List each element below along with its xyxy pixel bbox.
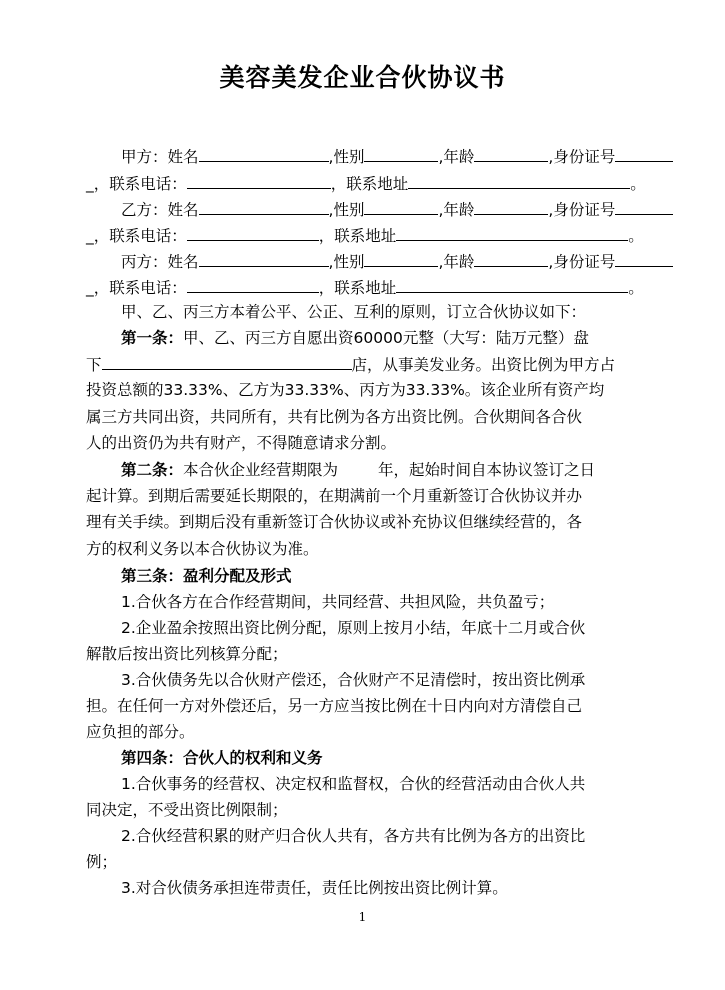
article-3-item-1: 1.合伙各方在合作经营期间，共同经营、共担风险，共负盈亏；	[121, 593, 555, 611]
article-4-item-1-line-1: 1.合伙事务的经营权、决定权和监督权，合伙的经营活动由合伙人共	[121, 775, 586, 793]
page-number: 1	[358, 910, 367, 924]
article-4-heading: 第四条：合伙人的权利和义务	[121, 749, 323, 767]
party-a-line-2: _，联系电话： ，联系地址 。	[86, 171, 695, 196]
party-a-gender-blank	[364, 144, 438, 162]
article-1-line-5: 人的出资仍为共有财产，不得随意请求分割。	[86, 434, 397, 452]
article-4-item-2-line-2: 例；	[86, 853, 118, 871]
article-1-line-4: 属三方共同出资，共同所有，共有比例为各方出资比例。合伙期间各合伙	[86, 408, 583, 426]
party-a-address-blank	[408, 171, 630, 189]
article-3-item-3-line-3: 应负担的部分。	[86, 723, 195, 741]
party-b-id-blank	[615, 197, 673, 215]
party-c-phone-blank	[187, 275, 319, 293]
party-b-address-blank	[396, 223, 628, 241]
article-2-line-2: 起计算。到期后需要延长期限的，在期满前一个月重新签订合伙协议并办	[86, 487, 583, 505]
party-b-gender-blank	[364, 197, 438, 215]
article-3-item-2-line-2: 解散后按出资比列核算分配；	[86, 645, 288, 663]
party-c-address-blank	[396, 275, 628, 293]
party-a-name-blank	[199, 144, 329, 162]
party-c-gender-blank	[364, 249, 438, 267]
party-a-line-1: 甲方：姓名 ,性别 ,年龄 ,身份证号	[121, 144, 695, 169]
party-b-name-blank	[199, 197, 329, 215]
intro-paragraph: 甲、乙、丙三方本着公平、公正、互利的原则，订立合伙协议如下：	[121, 303, 587, 321]
article-1-line-3: 投资总额的33.33%、乙方为33.33%、丙方为33.33%。该企业所有资产均	[86, 381, 605, 399]
article-2-line-3: 理有关手续。到期后没有重新签订合伙协议或补充协议但继续经营的，各	[86, 513, 583, 531]
article-4-item-2-line-1: 2.合伙经营积累的财产归合伙人共有，各方共有比例为各方的出资比	[121, 827, 586, 845]
party-c-age-blank	[474, 249, 548, 267]
article-1-heading: 第一条：	[121, 329, 184, 347]
party-b-phone-blank	[187, 223, 319, 241]
party-b-age-blank	[474, 197, 548, 215]
document-title: 美容美发企业合伙协议书	[219, 63, 506, 92]
article-3-item-3-line-1: 3.合伙债务先以合伙财产偿还，合伙财产不足清偿时，按出资比例承	[121, 671, 586, 689]
article-1-line-1: 第一条：甲、乙、丙三方自愿出资60000元整（大写：陆万元整）盘	[121, 329, 589, 347]
article-3-heading: 第三条：盈利分配及形式	[121, 567, 292, 585]
party-a-id-blank	[615, 144, 673, 162]
party-a-phone-blank	[187, 171, 331, 189]
store-name-blank	[102, 352, 352, 370]
party-b-line-1: 乙方：姓名 ,性别 ,年龄 ,身份证号	[121, 197, 695, 222]
party-c-line-1: 丙方：姓名 ,性别 ,年龄 ,身份证号	[121, 249, 695, 274]
party-a-age-blank	[474, 144, 548, 162]
party-c-name-blank	[199, 249, 329, 267]
article-4-item-1-line-2: 同决定，不受出资比例限制；	[86, 801, 288, 819]
article-1-line-2: 下 店，从事美发业务。出资比例为甲方占	[86, 352, 695, 377]
party-c-id-blank	[615, 249, 673, 267]
article-3-item-3-line-2: 担。在任何一方对外偿还后，另一方应当按比例在十日内向对方清偿自己	[86, 697, 583, 715]
article-2-line-1: 第二条：本合伙企业经营期限为 年，起始时间自本协议签订之日	[121, 461, 596, 479]
party-b-line-2: _，联系电话： ，联系地址 。	[86, 223, 695, 248]
article-2-heading: 第二条：	[121, 461, 184, 479]
party-c-line-2: _，联系电话： ，联系地址 。	[86, 275, 695, 300]
article-3-item-2-line-1: 2.企业盈余按照出资比例分配，原则上按月小结，年底十二月或合伙	[121, 619, 586, 637]
article-2-line-4: 方的权利义务以本合伙协议为准。	[86, 540, 319, 558]
article-4-item-3: 3.对合伙债务承担连带责任，责任比例按出资比例计算。	[121, 879, 508, 897]
